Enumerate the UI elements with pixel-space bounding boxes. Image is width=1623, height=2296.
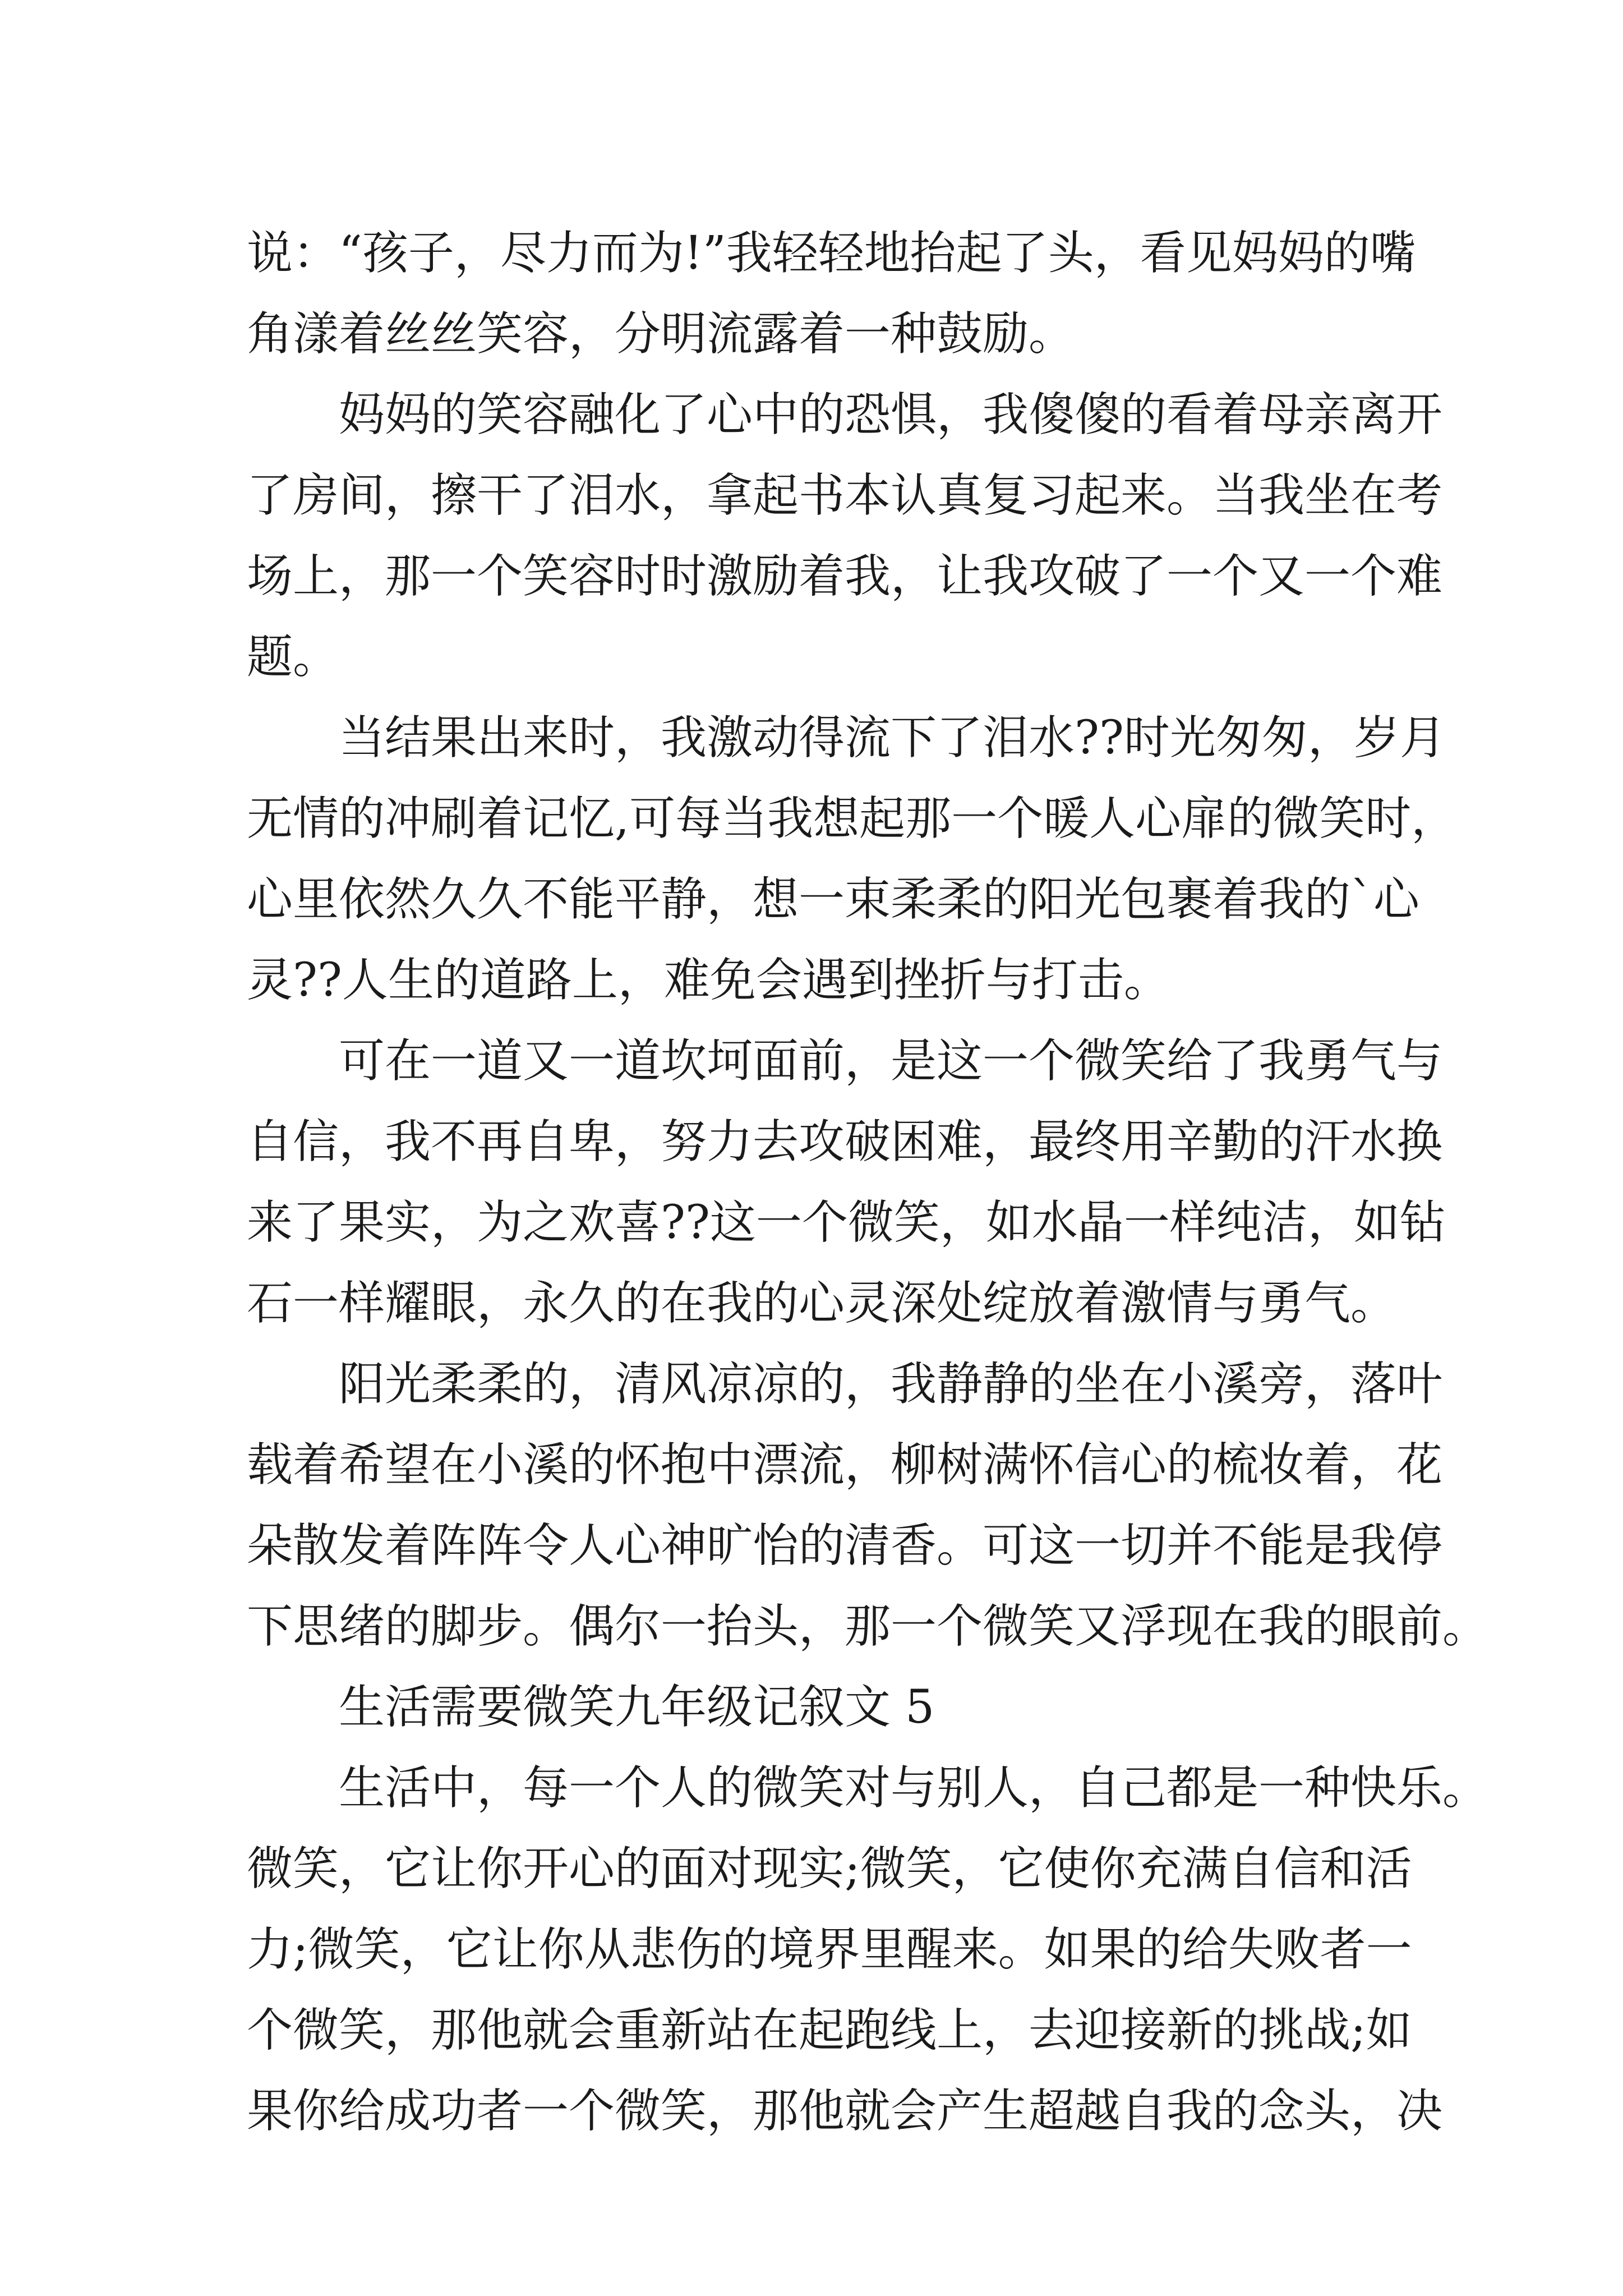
section-heading: 生活需要微笑九年级记叙文 5 — [339, 1681, 935, 1734]
text-line: 石一样耀眼，永久的在我的心灵深处绽放着激情与勇气。 — [247, 1277, 1397, 1330]
text-line: 果你给成功者一个微笑，那他就会产生超越自我的念头，决 — [247, 2085, 1443, 2138]
text-line: 微笑，它让你开心的面对现实;微笑，它使你充满自信和活 — [247, 1842, 1412, 1895]
paragraph-first-line: 当结果出来时，我激动得流下了泪水??时光匆匆，岁月 — [339, 711, 1446, 765]
text-line: 题。 — [247, 631, 339, 684]
text-line: 场上，那一个笑容时时激励着我，让我攻破了一个又一个难 — [247, 550, 1443, 603]
text-line: 角漾着丝丝笑容，分明流露着一种鼓励。 — [247, 307, 1075, 361]
paragraph-first-line: 生活中，每一个人的微笑对与别人，自己都是一种快乐。 — [339, 1761, 1489, 1815]
text-line: 朵散发着阵阵令人心神旷怡的清香。可这一切并不能是我停 — [247, 1519, 1443, 1572]
body-text — [247, 213, 1489, 2152]
text-line: 载着希望在小溪的怀抱中漂流，柳树满怀信心的梳妆着，花 — [247, 1438, 1443, 1492]
text-line: 自信，我不再自卑，努力去攻破困难，最终用辛勤的汗水换 — [247, 1115, 1443, 1168]
paragraph-first-line: 阳光柔柔的，清风凉凉的，我静静的坐在小溪旁，落叶 — [339, 1358, 1443, 1411]
text-line: 了房间，擦干了泪水，拿起书本认真复习起来。当我坐在考 — [247, 469, 1443, 522]
text-line: 下思绪的脚步。偶尔一抬头，那一个微笑又浮现在我的眼前。 — [247, 1600, 1489, 1653]
paragraph-first-line: 可在一道又一道坎坷面前，是这一个微笑给了我勇气与 — [339, 1034, 1443, 1088]
text-line: 说：“孩子，尽力而为!”我轻轻地抬起了头，看见妈妈的嘴 — [247, 227, 1416, 280]
text-line: 个微笑，那他就会重新站在起跑线上，去迎接新的挑战;如 — [247, 2004, 1412, 2057]
text-line: 力;微笑，它让你从悲伤的境界里醒来。如果的给失败者一 — [247, 1923, 1412, 1976]
paragraph-first-line: 妈妈的笑容融化了心中的恐惧，我傻傻的看着母亲离开 — [339, 388, 1443, 441]
text-line: 来了果实，为之欢喜??这一个微笑，如水晶一样纯洁，如钻 — [247, 1196, 1446, 1249]
text-line: 灵??人生的道路上，难免会遇到挫折与打击。 — [247, 954, 1170, 1007]
text-line: 心里依然久久不能平静，想一束柔柔的阳光包裹着我的`心 — [247, 873, 1420, 926]
text-line: 无情的冲刷着记忆,可每当我想起那一个暖人心扉的微笑时， — [247, 792, 1458, 845]
